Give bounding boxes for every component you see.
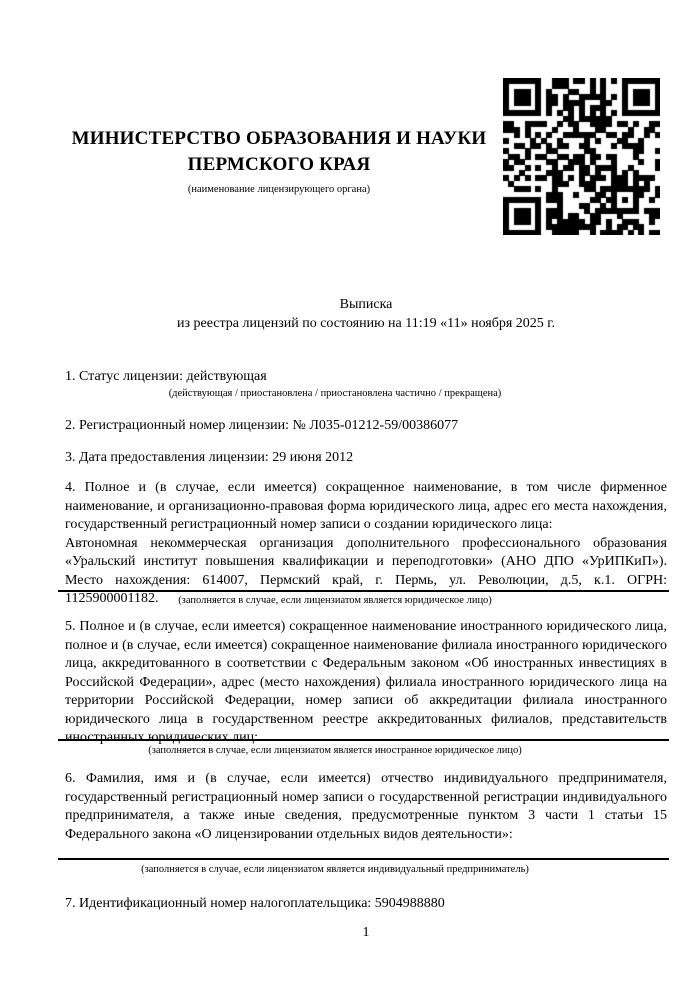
document-header — [68, 126, 490, 196]
license-grant-date-line — [65, 449, 667, 468]
document-subtitle: из реестра лицензий по состоянию на 11:19 «11» ноября 2025 г. — [177, 315, 555, 331]
authority-field-caption: (наименование лицензирующего органа) — [187, 184, 371, 195]
legal-entity-question: 4. Полное и (в случае, если имеется) сокращенное наименование, в том числе фирменное наименование, и организационно-правовая форма юридического лица, адрес его места нахождения, государственный регистрационный номер записи о создании юридического лица: — [65, 480, 667, 532]
page-number: 1 — [362, 925, 370, 940]
ministry-name-line1: МИНИСТЕРСТВО ОБРАЗОВАНИЯ И НАУКИ — [71, 128, 487, 149]
foreign-entity-section — [65, 618, 667, 748]
registration-number-line — [65, 417, 667, 436]
license-status-line — [65, 368, 667, 387]
qr-code-icon — [503, 78, 660, 235]
taxpayer-id-text: 7. Идентификационный номер налогоплательщика: 5904988880 — [65, 896, 445, 911]
licensing-authority-name — [68, 126, 490, 178]
ministry-name-line2: ПЕРМСКОГО КРАЯ — [187, 154, 371, 175]
legal-entity-separator-line — [58, 590, 669, 592]
legal-entity-caption: (заполняется в случае, если лицензиатом является юридическое лицо) — [178, 595, 492, 606]
registration-number-text: 2. Регистрационный номер лицензии: № Л035-01212-59/00386077 — [65, 418, 459, 433]
individual-entrepreneur-question: 6. Фамилия, имя и (в случае, если имеется) отчество индивидуального предпринимателя, государственный регистрационный номер записи о государственной регистрации индивидуального предпринимателя, а также иные сведения, предусмотренные пунктом 3 части 1 статьи 15 Федерального закона «О лицензировании отдельных видов деятельности»: — [65, 771, 667, 842]
license-status-text: 1. Статус лицензии: действующая — [65, 369, 267, 384]
document-title-block — [65, 296, 667, 333]
individual-entrepreneur-section — [65, 770, 667, 844]
taxpayer-id-line — [65, 895, 667, 914]
foreign-entity-separator-line — [58, 739, 669, 741]
individual-entrepreneur-separator-line — [58, 858, 669, 860]
license-status-options-caption: (действующая / приостановлена / приостановлена частично / прекращена) — [168, 388, 502, 399]
individual-entrepreneur-caption: (заполняется в случае, если лицензиатом является индивидуальный предприниматель) — [141, 864, 529, 875]
foreign-entity-question: 5. Полное и (в случае, если имеется) сокращенное наименование иностранного юридического лица, полное и (в случае, если имеется) сокращенное наименование филиала иностранного юридического лица, аккредитованного в соответствии с Федеральным законом «Об иностранных инвестициях в Российской Федерации», адрес (место нахождения) филиала иностранного юридического лица на территории Российской Федерации, номер записи об аккредитации филиала иностранного юридического лица в государственном реестре аккредитованных филиалов, представительств иностранных юридических лиц: — [65, 619, 667, 745]
foreign-entity-caption: (заполняется в случае, если лицензиатом является иностранное юридическое лицо) — [148, 745, 522, 756]
document-title: Выписка — [339, 297, 393, 312]
license-grant-date-text: 3. Дата предоставления лицензии: 29 июня 2012 — [65, 450, 354, 465]
legal-entity-answer: Автономная некоммерческая организация дополнительного профессионального образования «Уральский институт повышения квалификации и переподготовки» (АНО ДПО «УрИПКиП»). Место нахождения: 614007, Пермский край, г. Пермь, ул. Революции, д.5, к.1. ОГРН: 1125900001182. — [65, 535, 667, 606]
